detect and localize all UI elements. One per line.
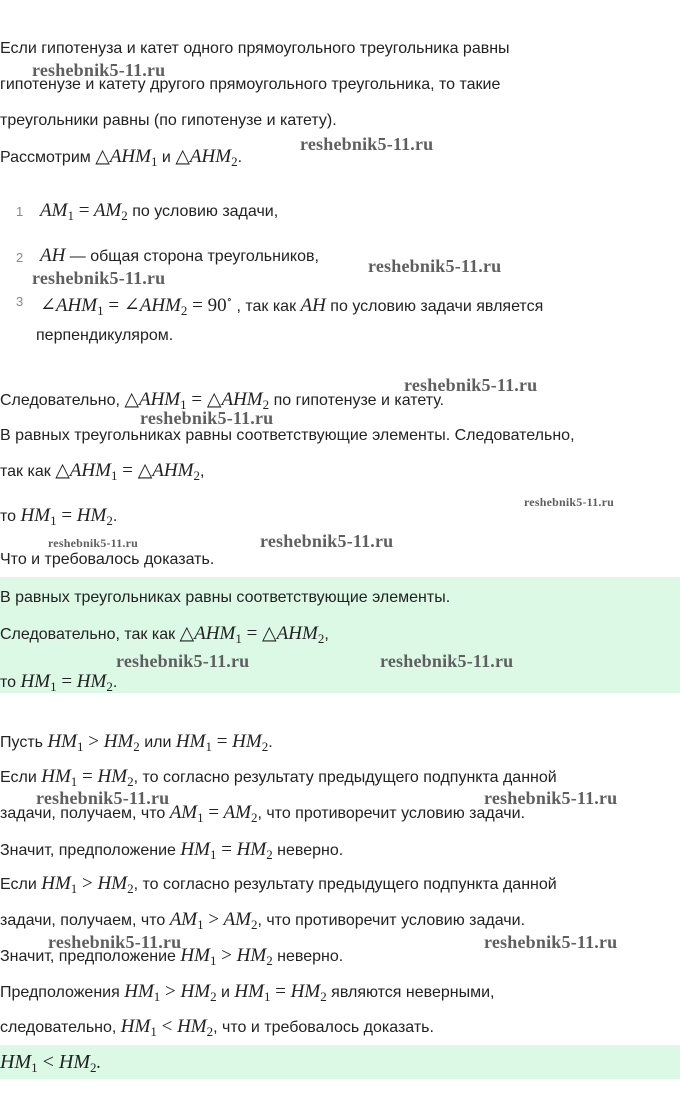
- formula: $HM_1 > HM_2$: [47, 731, 140, 754]
- part2-line-1: Пусть $HM_1 > HM_2$ или $HM_1 = HM_2$.: [0, 731, 273, 754]
- intro-line-3: треугольники равны (по гипотенузе и катету).: [0, 112, 337, 129]
- watermark: reshebnik5-11.ru: [32, 268, 166, 288]
- formula: $HM_1 = HM_2$: [20, 505, 113, 528]
- conclusion-line-5: Что и требовалось доказать.: [0, 551, 215, 568]
- watermark: reshebnik5-11.ru: [48, 932, 182, 952]
- watermark: reshebnik5-11.ru: [260, 531, 394, 551]
- conclusion-line-1: Следовательно, $\triangle AHM_1$ = $\triangle AHM_2$ по гипотенузе и катету.: [0, 389, 445, 412]
- conclusion-line-2: В равных треугольниках равны соответствующие элементы. Следовательно,: [0, 427, 575, 444]
- part2-line-3: задачи, получаем, что $AM_1 = AM_2$, что противоречит условию задачи.: [0, 802, 526, 825]
- watermark: reshebnik5-11.ru: [140, 408, 274, 428]
- formula: $HM_1 < HM_2$: [120, 1016, 214, 1039]
- box1-line-2: Следовательно, так как $\triangle AHM_1$ = $\triangle AHM_2$,: [0, 623, 329, 646]
- list-item-3: $\angle AHM_1$ = $\angle AHM_2 = 90^\circ$ , так как AH по условию задачи является: [40, 294, 544, 318]
- formula: $\triangle AHM_1$ = $\triangle AHM_2$: [124, 389, 270, 412]
- part2-line-4: Значит, предположение $HM_1 = HM_2$ неверно.: [0, 839, 344, 862]
- watermark: reshebnik5-11.ru: [380, 651, 514, 671]
- formula: $\angle AHM_1$ = $\angle AHM_2 = 90^\circ$: [40, 294, 232, 318]
- consider-line: Рассмотрим $\triangle AHM_1$ и $\triangle AHM_2$.: [0, 146, 243, 169]
- box2-line: $HM_1 < HM_2$.: [0, 1051, 102, 1075]
- highlight-box-2: [0, 1045, 680, 1079]
- formula: $HM_1 = HM_2$: [41, 766, 134, 789]
- watermark: reshebnik5-11.ru: [32, 60, 166, 80]
- watermark: reshebnik5-11.ru: [368, 256, 502, 276]
- box1-line-1: В равных треугольниках равны соответствующие элементы.: [0, 589, 451, 606]
- list-item-1: $AM_1 = AM_2$ по условию задачи,: [40, 200, 279, 223]
- part2-line-9: следовательно, $HM_1 < HM_2$, что и требовалось доказать.: [0, 1016, 434, 1039]
- formula: $\triangle AHM_1$ = $\triangle AHM_2$: [55, 460, 200, 483]
- intro-line-1: Если гипотенуза и катет одного прямоугольного треугольника равны: [0, 40, 510, 57]
- list-number: 3: [16, 294, 24, 309]
- formula: AH: [40, 245, 66, 266]
- intro-line-2: гипотенузе и катету другого прямоугольного треугольника, то такие: [0, 76, 501, 93]
- formula: $HM_1 > HM_2$: [180, 945, 273, 968]
- list-item-2: AH — общая сторона треугольников,: [40, 245, 319, 266]
- part2-line-5: Если $HM_1 > HM_2$, то согласно результату предыдущего подпункта данной: [0, 873, 557, 896]
- watermark: reshebnik5-11.ru: [484, 932, 618, 952]
- formula: $\triangle AHM_1$ = $\triangle AHM_2$: [179, 623, 325, 646]
- part2-line-2: Если $HM_1 = HM_2$, то согласно результату предыдущего подпункта данной: [0, 766, 557, 789]
- conclusion-line-4: то $HM_1 = HM_2$.: [0, 505, 118, 528]
- conclusion-line-3: так как $\triangle AHM_1$ = $\triangle AHM_2$,: [0, 460, 205, 483]
- watermark: reshebnik5-11.ru: [48, 536, 138, 550]
- watermark: reshebnik5-11.ru: [484, 788, 618, 808]
- formula: $\triangle AHM_2$: [175, 146, 238, 169]
- part2-line-6: задачи, получаем, что $AM_1 > AM_2$, что противоречит условию задачи.: [0, 909, 526, 932]
- formula: $HM_1 = HM_2$: [234, 981, 327, 1004]
- formula: $AM_1 = AM_2$: [169, 802, 258, 825]
- part2-line-8: Предположения $HM_1 > HM_2$ и $HM_1 = HM_2$ являются неверными,: [0, 981, 495, 1004]
- formula: $AM_1 > AM_2$: [169, 909, 258, 932]
- formula: $HM_1 = HM_2$: [180, 839, 273, 862]
- list-item-3-cont: перпендикуляром.: [36, 327, 174, 344]
- formula: $\triangle AHM_1$: [95, 146, 158, 169]
- watermark: reshebnik5-11.ru: [524, 495, 614, 509]
- watermark: reshebnik5-11.ru: [404, 375, 538, 395]
- formula: $AM_1 = AM_2$: [40, 200, 128, 223]
- formula: $HM_1 > HM_2$: [124, 981, 217, 1004]
- box1-line-3: то $HM_1 = HM_2$.: [0, 671, 118, 694]
- part2-line-7: Значит, предположение $HM_1 > HM_2$ неверно.: [0, 945, 344, 968]
- list-number: 1: [16, 204, 24, 219]
- formula: $HM_1 = HM_2$: [20, 671, 113, 694]
- watermark: reshebnik5-11.ru: [300, 134, 434, 154]
- formula: $HM_1 > HM_2$: [41, 873, 134, 896]
- watermark: reshebnik5-11.ru: [36, 788, 170, 808]
- formula: $HM_1 < HM_2$: [0, 1051, 97, 1075]
- watermark: reshebnik5-11.ru: [116, 651, 250, 671]
- list-number: 2: [16, 250, 24, 265]
- formula: $HM_1 = HM_2$: [175, 731, 269, 754]
- formula: AH: [300, 295, 326, 316]
